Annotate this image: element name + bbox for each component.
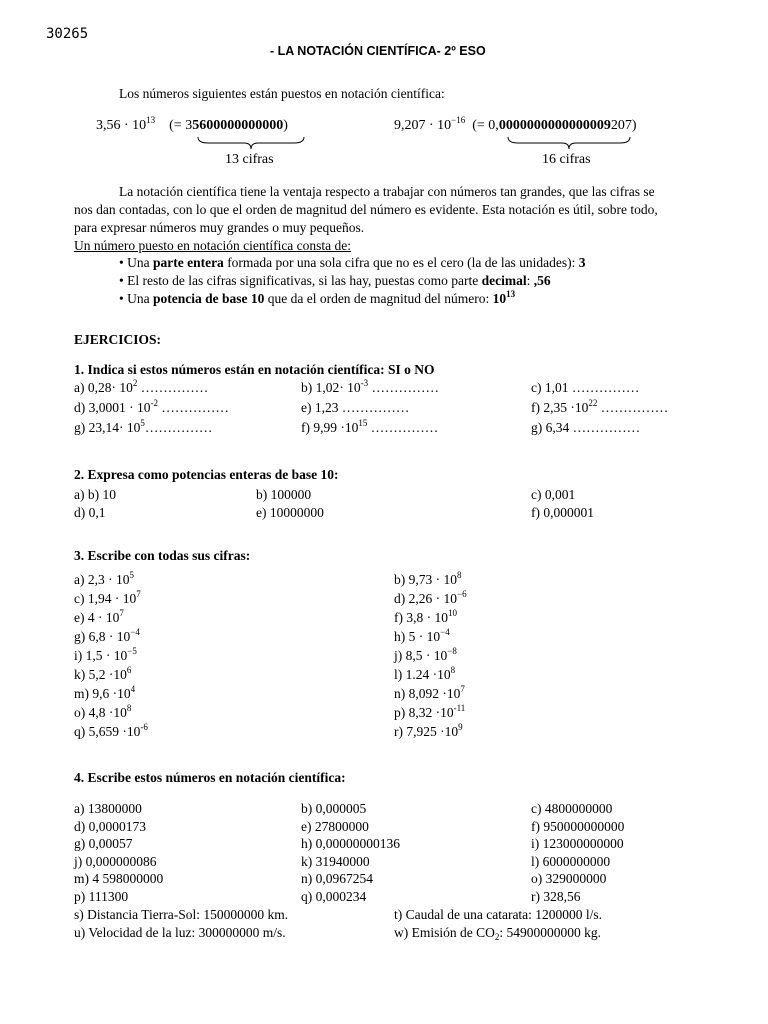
q3-item: h) $5 \cdot 10^{-4}$	[394, 627, 450, 644]
q4-item-w: w) Emisión de $CO_2$: 54900000000 kg.	[394, 925, 602, 942]
q4-item-u: u) Velocidad de la luz: 300000000 m/s.	[74, 925, 286, 940]
document-id: 30265	[46, 26, 89, 42]
q4-item: d) 0,0000173	[74, 818, 146, 834]
q2-item-f: f) 0,000001	[531, 505, 594, 520]
q4-item: f) 950000000000	[531, 818, 625, 834]
q4-item: i) 123000000000	[531, 836, 624, 852]
q3-item: l) $1.24 \cdot 10^8$	[394, 665, 456, 682]
q4-item: o) 329000000	[531, 871, 607, 887]
q1-item: f) $9,99 \cdot 10^{15}$ ……………	[301, 418, 439, 435]
example-2-exponent: −16	[451, 115, 466, 125]
q4-item: k) 31940000	[301, 853, 370, 869]
q1-heading: 1. Indica si estos números están en notación científica: SI o NO	[74, 362, 435, 377]
q4-item: e) 27800000	[301, 818, 369, 834]
q4-heading: 4. Escribe estos números en notación científica:	[74, 770, 346, 785]
q1-item: d) $3,0001 \cdot 10^{-2}$ ……………	[74, 398, 229, 415]
bullet-parte-entera: • Una parte entera formada por una sola cifra que no es el cero (la de las unidades): 3	[119, 255, 586, 270]
example-2-open: (= 0,	[472, 118, 499, 133]
example-1	[96, 117, 288, 134]
q2-heading: 2. Expresa como potencias enteras de base 10:	[74, 467, 339, 482]
q4-item: m) 4 598000000	[74, 871, 164, 887]
q3-item: e) $4 \cdot 10^7$	[74, 608, 124, 625]
q1-item: c) 1,01 ……………	[531, 380, 640, 395]
example-2-digits: 0000000000000009	[498, 118, 611, 133]
q4-item: n) 0,0967254	[301, 871, 373, 887]
q4-item: j) 0,000000086	[74, 853, 157, 869]
q3-item: r) $7,925 \cdot 10^9$	[394, 722, 463, 739]
q3-item: q) $5,659 \cdot 10^{-6}$	[74, 722, 148, 739]
q2-item-b: b) 100000	[256, 487, 312, 502]
example-1-close: )	[283, 118, 288, 133]
q1-item: a) $0,28\cdot 10^2$ ……………	[74, 378, 209, 395]
example-1-digits: 5600000000000	[192, 118, 284, 133]
q3-item: n) $8,092 \cdot 10^7$	[394, 684, 465, 701]
page-title: - LA NOTACIÓN CIENTÍFICA- 2º ESO	[270, 44, 486, 58]
q3-item: c) $1,94 \cdot 10^7$	[74, 589, 141, 606]
q3-item: m) $9,6 \cdot 10^4$	[74, 684, 136, 701]
q4-item: p) 111300	[74, 889, 129, 904]
q4-item: r) 328,56	[531, 889, 581, 904]
q3-item: a) $2,3 \cdot 10^5$	[74, 570, 134, 587]
ejercicios-heading: EJERCICIOS:	[74, 332, 162, 347]
example-1-exponent: 13	[146, 115, 156, 125]
q4-item: b) 0,000005	[301, 801, 367, 816]
q1-item: g) $23,14\cdot 10^5\dots\dots\dots\dots\dots$	[74, 418, 213, 435]
q4-item: g) 0,00057	[74, 836, 133, 852]
example-2-mantissa: 9,207 · 10	[394, 118, 452, 133]
q3-item: p) $8,32 \cdot 10^{-11}$	[394, 703, 466, 720]
q2-item-c: c) 0,001	[531, 487, 576, 502]
q4-item: h) 0,00000000136	[301, 836, 400, 852]
q4-item: q) 0,000234	[301, 889, 367, 904]
bullet-potencia: • Una potencia de base 10 que da el orden de magnitud del número: $10^{13}$	[119, 289, 516, 306]
q4-item-s: s) Distancia Tierra-Sol: 150000000 km.	[74, 907, 289, 922]
q3-item: j) $8,5 \cdot 10^{-8}$	[394, 646, 457, 663]
q2-item-d: d) 0,1	[74, 505, 106, 520]
q3-item: i) $1,5 \cdot 10^{-5}$	[74, 646, 137, 663]
example-2-close: 207)	[610, 118, 637, 133]
q1-item: b) $1,02\cdot 10^{-3}$ ……………	[301, 378, 439, 395]
example-1-mantissa: 3,56 · 10	[96, 118, 147, 133]
q4-item: l) 6000000000	[531, 853, 611, 869]
q2-item-e: e) 10000000	[256, 505, 324, 520]
example-2-label: 16 cifras	[542, 152, 591, 167]
consta-de-heading: Un número puesto en notación científica consta de:	[74, 238, 352, 253]
example-2	[394, 117, 636, 134]
paragraph-line-2: nos dan contadas, con lo que el orden de magnitud del número es evidente. Esta notación es útil, sobre todo,	[74, 202, 658, 217]
q1-item: g) 6,34 ……………	[531, 420, 641, 435]
q2-item-a: a) b) 10	[74, 487, 116, 502]
q4-item: c) 4800000000	[531, 801, 613, 816]
paragraph-line-1: La notación científica tiene la ventaja respecto a trabajar con números tan grandes, que las cifras se	[119, 184, 655, 199]
example-2-brace	[506, 135, 632, 151]
q1-item: e) 1,23 ……………	[301, 400, 410, 415]
paragraph-line-3: para expresar números muy grandes o muy pequeños.	[74, 220, 365, 235]
q4-item: a) 13800000	[74, 801, 142, 816]
bullet-decimal: • El resto de las cifras significativas, si las hay, puestas como parte decimal: ,56	[119, 273, 551, 288]
q3-item: g) $6,8 \cdot 10^{-4}$	[74, 627, 140, 644]
q3-item: f) $3,8 \cdot 10^{10}$	[394, 608, 457, 625]
q3-item: d) $2,26 \cdot 10^{-6}$	[394, 589, 467, 606]
q3-item: o) $4,8 \cdot 10^8$	[74, 703, 132, 720]
q3-item: k) $5,2 \cdot 10^6$	[74, 665, 132, 682]
example-1-open: (= 3	[169, 118, 193, 133]
q4-item-t: t) Caudal de una catarata: 1200000 l/s.	[394, 907, 603, 922]
example-1-label: 13 cifras	[225, 152, 274, 167]
q3-item: b) $9,73 \cdot 10^8$	[394, 570, 462, 587]
example-1-brace	[196, 135, 306, 151]
q3-heading: 3. Escribe con todas sus cifras:	[74, 548, 251, 563]
intro-line: Los números siguientes están puestos en notación científica:	[119, 86, 445, 101]
q1-item: f) $2,35 \cdot 10^{22}$ ……………	[531, 398, 669, 415]
